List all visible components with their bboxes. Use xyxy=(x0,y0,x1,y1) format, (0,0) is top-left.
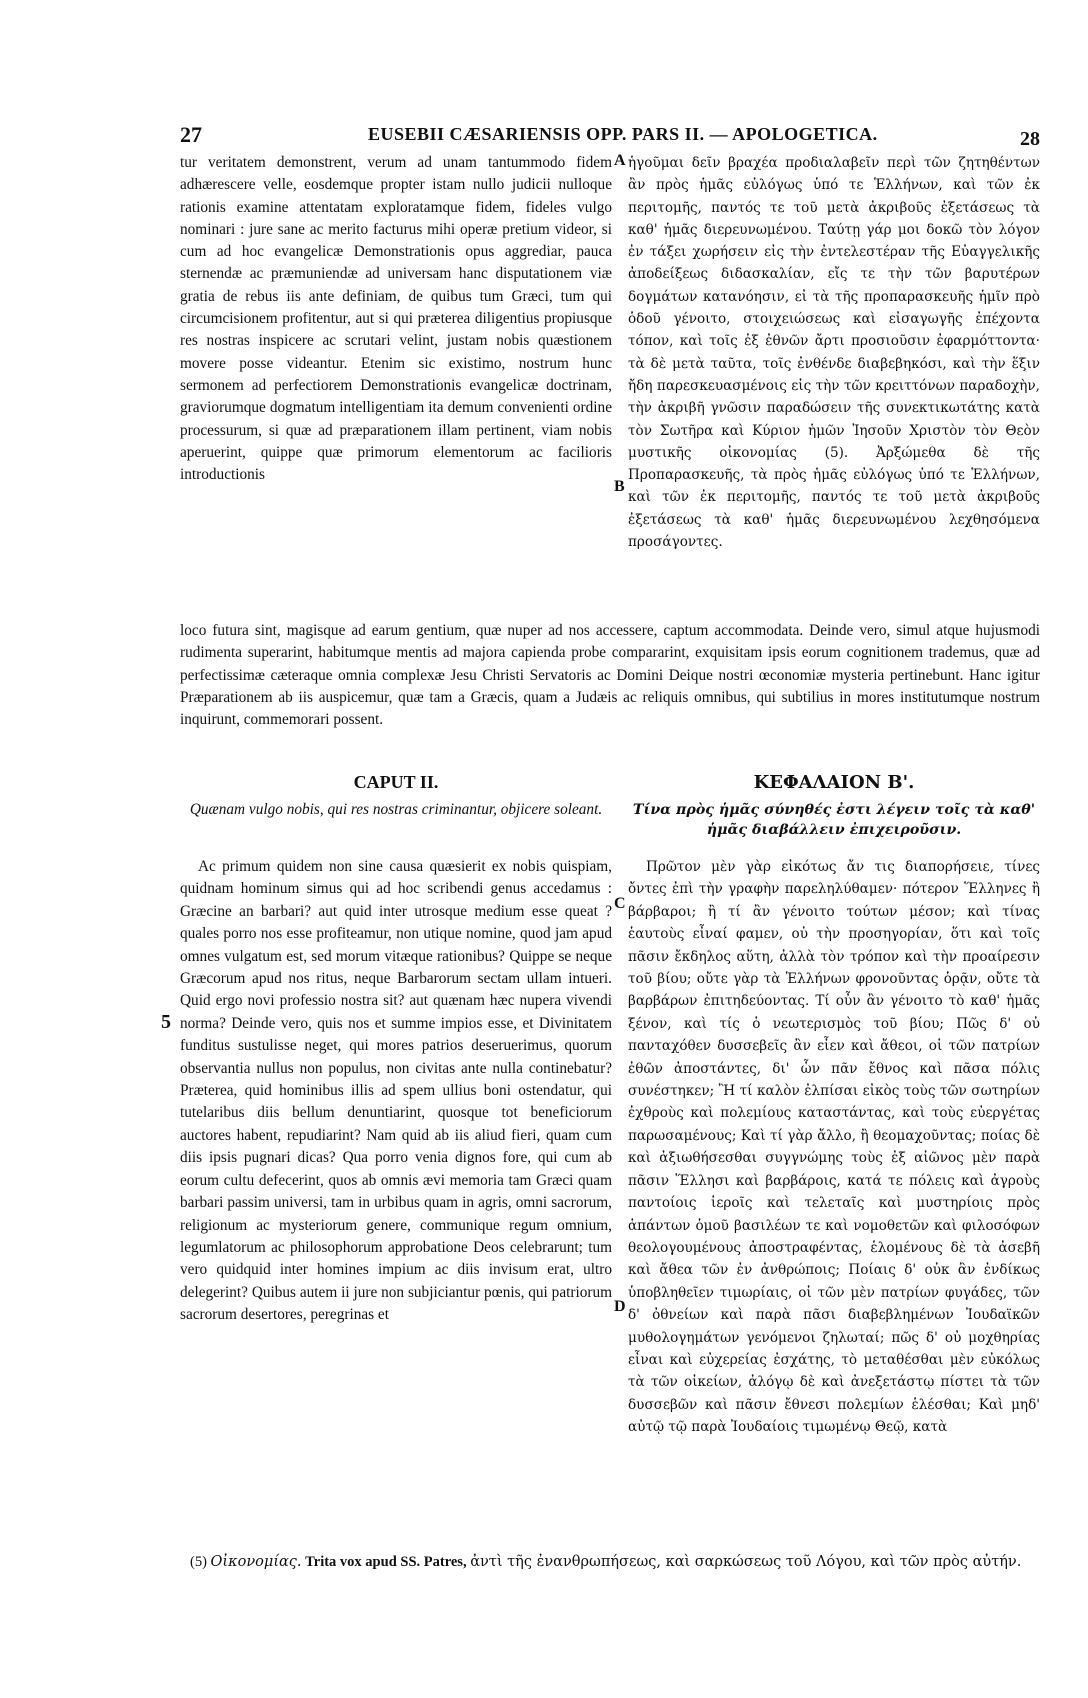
footnote-text-latin: Trita vox apud SS. Patres, xyxy=(305,1554,467,1570)
running-title: EUSEBII CÆSARIENSIS OPP. PARS II. — APOLOGETICA. xyxy=(368,124,878,144)
margin-letter-d: D xyxy=(614,1298,626,1315)
greek-paragraph: Πρῶτον μὲν γὰρ εἰκότως ἄν τις διαπορήσειε, τίνες ὄντες ἐπὶ τὴν γραφὴν παρεληλύθαμεν· πότερον Ἕλληνες ἢ βάρβαροι; ἢ τί ἂν γένοιτο τούτων μέσον; καὶ τίνας ἑαυτοὺς εἶναί φαμεν, οὐ τὴν προσηγορίαν, ὅτι καὶ τοῖς πᾶσιν ἔκδηλος αὕτη, ἀλλὰ τὸν τρόπον καὶ τὴν προαίρεσιν τοῦ βίου; οὔτε γὰρ τὰ Ἑλλήνων φρονοῦντας ὁρᾷν, οὔτε τὰ βαρβάρων ἐπιτηδεύοντας. Τί οὖν ἂν γένοιτο τὸ καθ' ἡμᾶς ξένον, καὶ τίς ὁ νεωτερισμὸς τοῦ βίου; Πῶς δ' οὐ πανταχόθεν δυσσεβεῖς ἂν εἶεν καὶ ἄθεοι, οἱ τῶν πατρίων ἐθῶν ἀποστάντες, δι' ὧν πᾶν ἔθνος καὶ πᾶσα πόλις συνέστηκεν; Ἢ τί καλὸν ἐλπίσαι εἰκὸς τοὺς τῶν σωτηρίων ἐχθροὺς καὶ πολεμίους καταστάντας, καὶ τοὺς εὐεργέτας παρωσαμένους; Καὶ τί γὰρ ἄλλο, ἢ θεομαχοῦντας; ποίας δὲ καὶ ἀξιωθήσεσθαι συγγνώμης τοὺς ἐξ αἰῶνος μὲν παρὰ πᾶσιν Ἕλλησι καὶ βαρβάροις, κατά τε πόλεις καὶ ἀγροὺς παντοίοις ἱεροῖς καὶ τελεταῖς καὶ μυστηρίοις πρὸς ἁπάντων ὁμοῦ βασιλέων τε καὶ νομοθετῶν καὶ φιλοσόφων θεολογουμένους ἀποστραφέντας, ἑλομένους δὲ τὰ ἀσεβῆ καὶ ἄθεα τῶν ἐν ἀνθρώποις; Ποίαις δ' οὐκ ἂν ἐνδίκως ὑποβληθεῖεν τιμωρίαις, οἱ τῶν μὲν πατρίων φυγάδες, τῶν δ' ὀθνείων καὶ παρὰ πᾶσι διαβεβλημένων Ἰουδαϊκῶν μυθολογημάτων γενόμενοι ζηλωταί; πῶς δ' οὐ μοχθηρίας εἶναι καὶ εὐχερείας ἐσχάτης, τὸ μεταθέσθαι μὲν εὐκόλως τὰ τῶν οἰκείων, ἀλόγῳ δὲ καὶ ἀνεξετάστῳ πίστει τὰ τῶν δυσσεβῶν καὶ πᾶσιν ἔθνεσι πολεμίων ἑλέσθαι; Καὶ μηδ' αὐτῷ τῷ παρὰ Ἰουδαίοις τιμωμένῳ Θεῷ, κατὰ xyxy=(628,859,1040,1436)
latin-paragraph: tur veritatem demonstrent, verum ad unam tantummodo fidem adhærescere velle, eosdemque propter istam nullo judicii nulloque rationis examine attentatam exploratamque fidem, fideles vulgo nominari : jure sane ac merito facturus mihi operæ pretium videor, si cum ad hoc evangelicæ Demonstrationis opus aggrediar, pauca sternendæ ac præmuniendæ ad universam hanc disputationem viæ gratia de rebus iis ante definiam, de quibus tum Græci, tum qui circumcisionem profitentur, aut si qui præterea diligentius propiusque res nostras inspicere ac scrutari velint, justam nobis quæstionem movere posse videantur. Etenim sic existimo, nostrum hunc sermonem ad perfectiorem Demonstrationis evangelicæ doctrinam, graviorumque dogmatum intelligentiam ita demum convenienti ordine processurum, si quæ ad præparationem illam pertinent, viam nobis aperuerint, quippe quæ primorum elementorum ac facilioris introductionis xyxy=(180,154,612,484)
footnote-lemma: Οἰκονομίας. xyxy=(210,1554,302,1570)
chapter-heading-latin: CAPUT II. xyxy=(353,772,439,792)
footnote xyxy=(190,1553,1040,1571)
page-header xyxy=(180,122,1040,148)
chapter-subtitle-greek: Τίνα πρὸς ἡμᾶς σύνηθές ἐστι λέγειν τοῖς τὰ καθ' ἡμᾶς διαβάλλειν ἐπιχειροῦσιν. xyxy=(632,802,1036,838)
greek-column-body xyxy=(628,856,1040,1541)
margin-letter-c: C xyxy=(614,895,626,912)
latin-paragraph: Ac primum quidem non sine causa quæsierit ex nobis quispiam, quidnam hominum simus qui ad hoc scribendi genus accedamus : Græcine an barbari? aut quid inter utrosque medium esse queat ? quales porro nos esse profiteamur, non utique nomine, quod jam apud omnes vulgatum est, sed morum vitæque rationibus? Quippe se neque Græcorum apud nos ritus, neque Barbarorum sectam ullam intueri. Quid ergo novi professio nostra sit? aut quænam hæc nupera vivendi norma? Deinde vero, quis nos et summe impios esse, et Divinitatem funditus sustulisse neget, qui mores patrios deseruerimus, quorum observantia nullus non populus, non civitas ante nulla continebatur? Præterea, quid hominibus illis ad spem ullius boni ostendatur, qui tutelaribus diis bellum denuntiarint, quosque tot beneficiorum auctores habent, repudiarint? Nam quid ab iis aliud fieri, quam cum diis ipsis pugnari dicas? Qua porro venia dignos fore, qui cum ab eorum cultu defecerint, quos ab omnis ævi memoria tam Græci quam barbari passim universi, tam in urbibus quam in agris, omni sacrorum, religionum ac mysteriorum genere, communique regum omnium, legumlatorum ac philosophorum approbatione Deos celebrarunt; tum vero quidquid inter homines impium ac diis invisum erat, ultro delegerint? Quibus autem ii jure non subjiciantur pœnis, qui patriorum sacrorum desertores, peregrinas et xyxy=(180,858,612,1324)
latin-column-body xyxy=(180,856,612,1541)
latin-column-top xyxy=(180,152,612,620)
margin-letter-a: A xyxy=(614,152,626,169)
page-number-left: 27 xyxy=(180,122,202,147)
section-number-marker: 5 xyxy=(161,1011,171,1033)
chapter-heading-greek: ΚΕΦΑΛΑΙΟΝ Β'. xyxy=(753,772,915,793)
latin-paragraph: loco futura sint, magisque ad earum gentium, quæ nuper ad nos accessere, captum accommodata. Deinde vero, simul atque hujusmodi rudimenta superarint, habitumque mentis ad majora capienda probe compararint, exquisitam ipsis eorum cognitionem trademus, quæ ad perfectissimæ cæteraque omnia complexæ Jesu Christi Servatoris ac Domini Deique nostri œconomiæ mysteria pertinebunt. Hanc igitur Præparationem ab iis auspicemur, quæ tam a Græcis, quam a Judæis ac reliquis omnibus, qui subtilius in mores institutumque nostrum inquirunt, commemorari possent. xyxy=(180,622,1040,729)
margin-letter-b: B xyxy=(614,478,625,495)
greek-column-top xyxy=(628,152,1040,620)
footnote-marker: (5) xyxy=(190,1554,207,1570)
latin-fullwidth-paragraph xyxy=(180,620,1040,778)
chapter-subtitle-latin: Quænam vulgo nobis, qui res nostras criminantur, objicere soleant. xyxy=(189,801,603,818)
footnote-text-greek: ἀντὶ τῆς ἐνανθρωπήσεως, καὶ σαρκώσεως τοῦ Λόγου, καὶ τῶν πρὸς αὐτήν. xyxy=(470,1554,1022,1570)
page-number-right: 28 xyxy=(1020,128,1040,150)
greek-paragraph: ἡγοῦμαι δεῖν βραχέα προδιαλαβεῖν περὶ τῶν ζητηθέντων ἂν πρὸς ἡμᾶς εὐλόγως ὑπό τε Ἑλλήνων, καὶ τῶν ἐκ περιτομῆς, παντός τε τοῦ μετὰ ἀκριβοῦς ἐξετάσεως τὰ καθ' ἡμᾶς διερευνωμένου. Ταύτῃ γάρ μοι δοκῶ τὸν λόγον ἐν τάξει χωρήσειν εἰς τὴν ἐντελεστέραν τῆς Εὐαγγελικῆς ἀποδείξεως διδασκαλίαν, εἴς τε τὴν τῶν βαρυτέρων δογμάτων κατανόησιν, εἰ τὰ τῆς προπαρασκευῆς ἡμῖν πρὸ ὁδοῦ γένοιτο, στοιχειώσεως καὶ εἰσαγωγῆς ἐπέχοντα τόπον, καὶ τοῖς ἐξ ἐθνῶν ἄρτι προσιοῦσιν ἐφαρμόττοντα· τὰ δὲ μετὰ ταῦτα, τοῖς ἐνθένδε διαβεβηκόσι, καὶ τὴν ἕξιν ἤδη παρεσκευασμένοις εἰς τὴν τῶν κρειττόνων παραδοχὴν, τὴν ἀκριβῆ γνῶσιν παραδώσειν τῆς συνεκτικωτάτης κατὰ τὸν Σωτῆρα καὶ Κύριον ἡμῶν Ἰησοῦν Χριστὸν τὸν Θεὸν μυστικῆς οἰκονομίας (5). Ἀρξώμεθα δὲ τῆς Προπαρασκευῆς, τὰ πρὸς ἡμᾶς εὐλόγως ὑπό τε Ἑλλήνων, καὶ τῶν ἐκ περιτομῆς, παντός τε τοῦ μετὰ ἀκριβοῦς ἐξετάσεως τὰ καθ' ἡμᾶς διερευνωμένου λεχθησόμενα προσάγοντες. xyxy=(628,155,1040,551)
